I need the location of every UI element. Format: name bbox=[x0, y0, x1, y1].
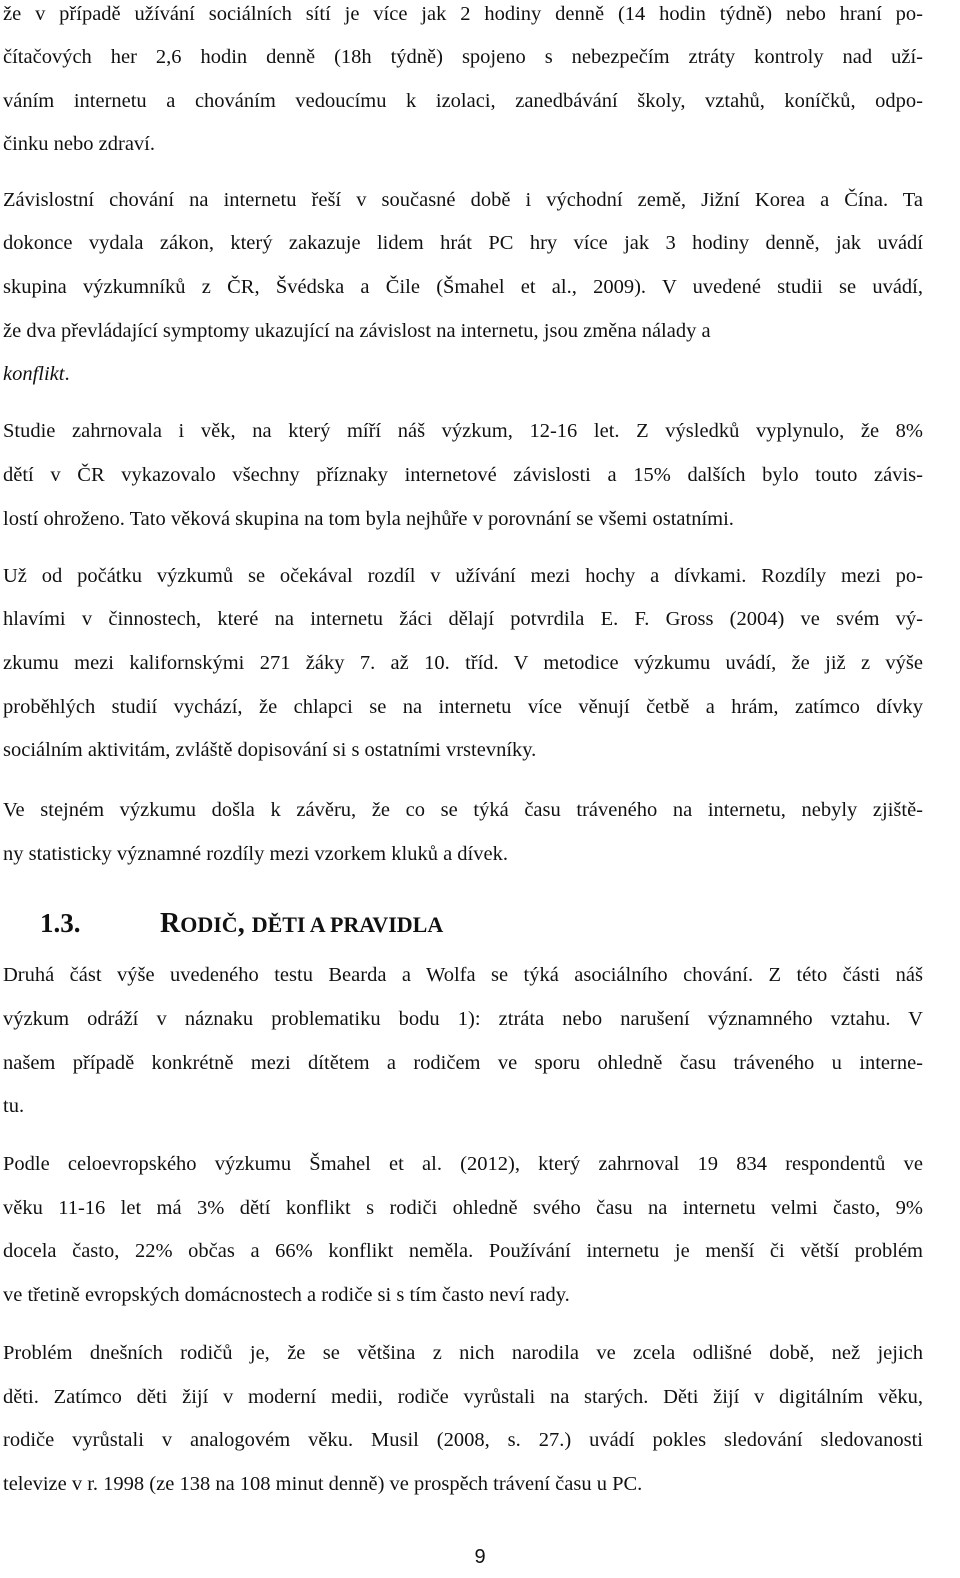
paragraph-8-line-2: děti. Zatímco děti žijí v moderní medii, rodiče vyrůstali na starých. Děti žijí v digitálním věku, bbox=[3, 1386, 923, 1408]
paragraph-8-line-1: Problém dnešních rodičů je, že se většina z nich narodila ve zcela odlišné době, než jejich bbox=[3, 1342, 923, 1364]
paragraph-8-line-4: televize v r. 1998 (ze 138 na 108 minut denně) ve prospěch trávení času u PC. bbox=[3, 1473, 643, 1495]
paragraph-2-line-5 bbox=[3, 361, 70, 387]
paragraph-7-line-1: Podle celoevropského výzkumu Šmahel et al. (2012), který zahrnoval 19 834 respondentů ve bbox=[3, 1153, 923, 1175]
paragraph-7-line-3: docela často, 22% občas a 66% konflikt neměla. Používání internetu je menší či větší problém bbox=[3, 1240, 923, 1262]
paragraph-6-line-1: Druhá část výše uvedeného testu Bearda a Wolfa se týká asociálního chování. Z této části náš bbox=[3, 964, 923, 986]
paragraph-7-line-4: ve třetině evropských domácnostech a rodiče si s tím často neví rady. bbox=[3, 1284, 570, 1306]
paragraph-6-line-3: našem případě konkrétně mezi dítětem a rodičem ve sporu ohledně času tráveného u interne- bbox=[3, 1052, 923, 1074]
heading-part-3: , bbox=[237, 908, 252, 939]
paragraph-1-line-3: váním internetu a chováním vedoucímu k izolaci, zanedbávání školy, vztahů, koníčků, odpo- bbox=[3, 90, 923, 112]
heading-part-1: R bbox=[160, 908, 181, 939]
paragraph-3-line-2: dětí v ČR vykazovalo všechny příznaky internetové závislosti a 15% dalších bylo touto závis- bbox=[3, 464, 923, 486]
paragraph-3-line-3: lostí ohroženo. Tato věková skupina na tom byla nejhůře v porovnání se všemi ostatními. bbox=[3, 508, 734, 530]
paragraph-1-line-1: že v případě užívání sociálních sítí je více jak 2 hodiny denně (14 hodin týdně) nebo hraní po- bbox=[3, 3, 923, 25]
paragraph-8-line-3: rodiče vyrůstali v analogovém věku. Musil (2008, s. 27.) uvádí pokles sledování sledovanosti bbox=[3, 1429, 923, 1451]
paragraph-1-line-4: činku nebo zdraví. bbox=[3, 133, 155, 155]
paragraph-5-line-2: ny statisticky významné rozdíly mezi vzorkem kluků a dívek. bbox=[3, 843, 508, 865]
section-number: 1.3. bbox=[40, 908, 81, 938]
paragraph-4-line-1: Už od počátku výzkumů se očekával rozdíl v užívání mezi hochy a dívkami. Rozdíly mezi po- bbox=[3, 565, 923, 587]
page-number: 9 bbox=[474, 1546, 486, 1568]
paragraph-2-line-4: že dva převládající symptomy ukazující na závislost na internetu, jsou změna nálady a bbox=[3, 320, 711, 342]
paragraph-6-line-2: výzkum odráží v náznaku problematiku bodu 1): ztráta nebo narušení významného vztahu. V bbox=[3, 1008, 923, 1030]
paragraph-7-line-2: věku 11-16 let má 3% dětí konflikt s rodiči ohledně svého času na internetu velmi často, 9% bbox=[3, 1197, 923, 1219]
section-heading bbox=[40, 906, 443, 942]
paragraph-2-line-1: Závislostní chování na internetu řeší v současné době i východní země, Jižní Korea a Čína. Ta bbox=[3, 189, 923, 211]
paragraph-3-line-1: Studie zahrnovala i věk, na který míří náš výzkum, 12-16 let. Z výsledků vyplynulo, že 8% bbox=[3, 420, 923, 442]
paragraph-4-line-3: zkumu mezi kalifornskými 271 žáky 7. až 10. tříd. V metodice výzkumu uvádí, že již z výše bbox=[3, 652, 923, 674]
paragraph-4-line-5: sociálním aktivitám, zvláště dopisování si s ostatními vrstevníky. bbox=[3, 739, 537, 761]
heading-part-2: ODIČ bbox=[180, 912, 238, 937]
paragraph-1-line-2: čítačových her 2,6 hodin denně (18h týdně) spojeno s nebezpečím ztráty kontroly nad uží- bbox=[3, 46, 923, 68]
paragraph-2-line-3: skupina výzkumníků z ČR, Švédska a Čile (Šmahel et al., 2009). V uvedené studii se uvádí, bbox=[3, 276, 923, 298]
paragraph-4-line-4: proběhlých studií vychází, že chlapci se na internetu více věnují četbě a hrám, zatímco dívky bbox=[3, 696, 923, 718]
emphasis-konflikt: konflikt bbox=[3, 363, 65, 385]
paragraph-4-line-2: hlavími v činnostech, které na internetu žáci dělají potvrdila E. F. Gross (2004) ve svém vý- bbox=[3, 608, 923, 630]
paragraph-5-line-1: Ve stejném výzkumu došla k závěru, že co se týká času tráveného na internetu, nebyly zjiště- bbox=[3, 799, 923, 821]
paragraph-6-line-4: tu. bbox=[3, 1095, 25, 1117]
period: . bbox=[64, 363, 70, 385]
paragraph-2-line-2: dokonce vydala zákon, který zakazuje lidem hrát PC hry více jak 3 hodiny denně, jak uvádí bbox=[3, 232, 923, 254]
heading-part-4: DĚTI A PRAVIDLA bbox=[251, 912, 444, 937]
